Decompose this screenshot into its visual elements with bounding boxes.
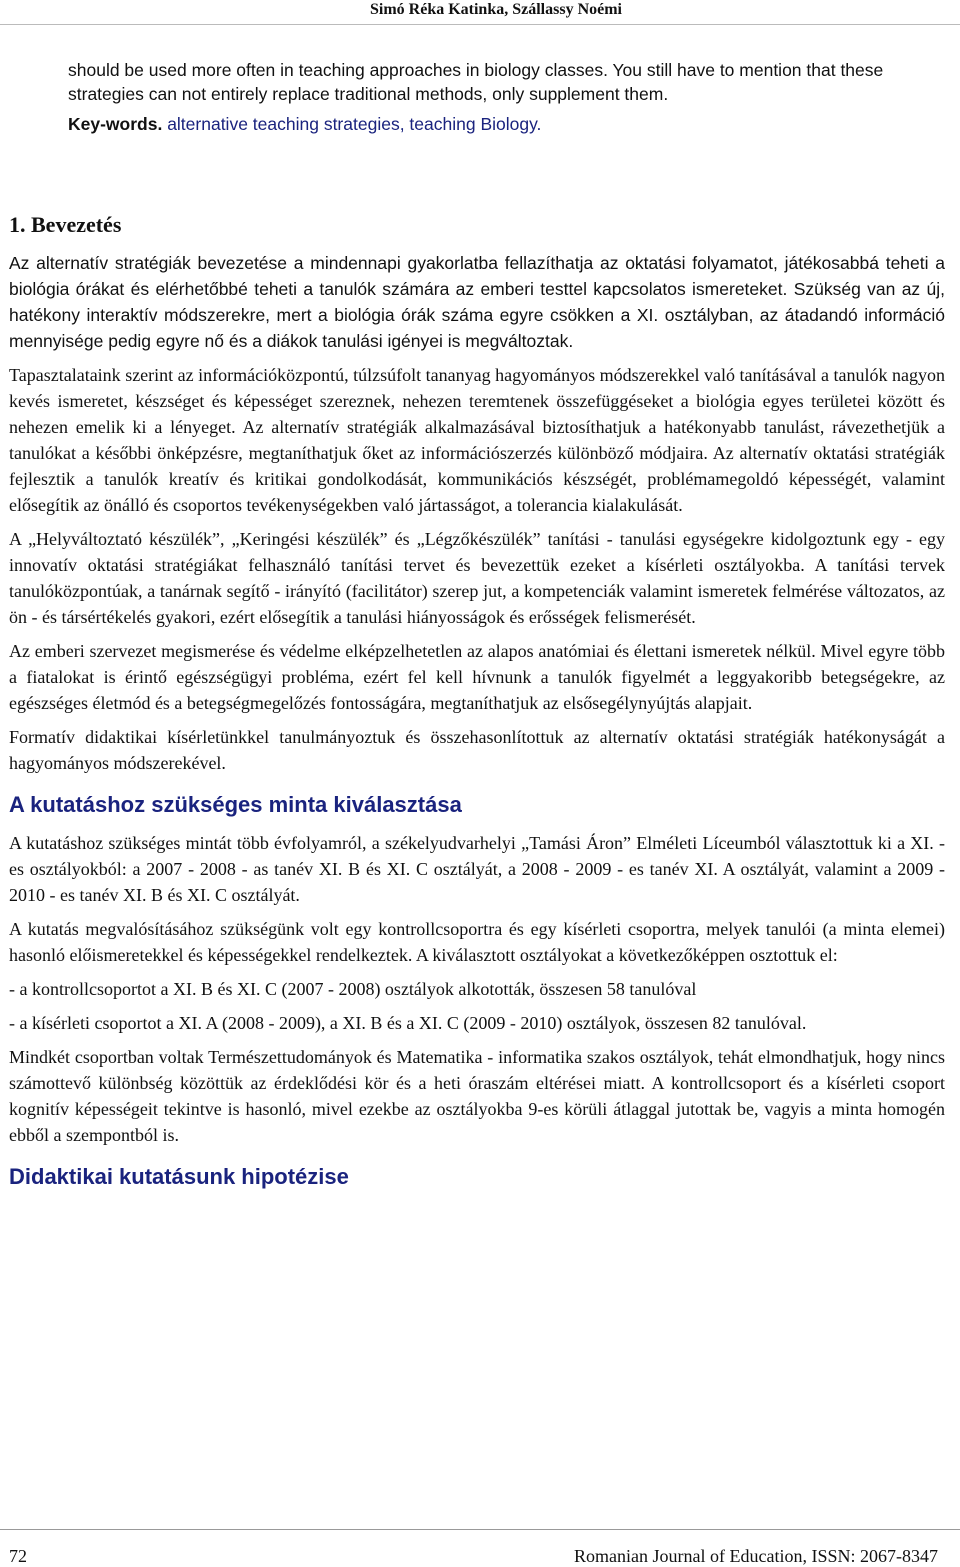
section-heading-hypothesis: Didaktikai kutatásunk hipotézise <box>9 1164 349 1189</box>
page-number: 72 <box>9 1546 27 1566</box>
paragraph: Tapasztalataink szerint az információközpontú, túlzsúfolt tananyag hagyományos módszerekkel való tanításával a tanulók nagyon kevés ismeretet, készséget és képességet szereznek, nehezen teremtenek összefüggéseket a biológia egyes területei között és nehezen emelik ki a lényeget. Az alternatív stratégiák alkalmazásával biztosíthatjuk a hatékonyabb tanulást, rávezethetjük a tanulókat a későbbi önképzésre, megtaníthatjuk őket az információszerzés különböző módjaira. Az alternatív oktatási stratégiák fejlesztik a tanulók kreatív és kritikai gondolkodását, kommunikációs készségét, problémamegoldó képességét, valamint elősegítik az önálló és csoportos tevékenységekben való jártasságot, a tolerancia kialakulását. <box>9 365 945 515</box>
paragraph: - a kísérleti csoportot a XI. A (2008 - 2009), a XI. B és a XI. C (2009 - 2010) osztályok, összesen 82 tanulóval. <box>9 1013 807 1033</box>
journal-name: Romanian Journal of Education, ISSN: 2067-8347 <box>574 1546 938 1566</box>
paragraph: Formatív didaktikai kísérletünkkel tanulmányoztuk és összehasonlítottuk az alternatív oktatási stratégiák hatékonyságát a hagyományos módszerekével. <box>9 727 945 773</box>
page-footer <box>0 1529 960 1566</box>
keywords-text: alternative teaching strategies, teaching Biology. <box>162 114 542 134</box>
paragraph: Mindkét csoportban voltak Természettudományok és Matematika - informatika szakos osztályok, tehát elmondhatjuk, hogy nincs számottevő különbség közöttük az érdeklődési kör és a heti óraszám eltérései miatt. A kontrollcsoport és a kísérleti csoport kognitív képességeit tekintve is hasonló, mivel ezekbe az osztályokba 9-es körüli átlaggal jutottak be, vagyis a minta homogén ebből a szempontból is. <box>9 1047 945 1145</box>
paragraph: A kutatáshoz szükséges mintát több évfolyamról, a székelyudvarhelyi „Tamási Áron” Elméleti Líceumból választottuk ki a XI. - es osztályokból: a 2007 - 2008 - as tanév XI. B és XI. C osztályát, a 2008 - 2009 - es tanév XI. A osztályát, valamint a 2009 - 2010 - es tanév XI. B és XI. C osztályát. <box>9 833 945 905</box>
abstract-text: should be used more often in teaching approaches in biology classes. You still have to mention that these strategies can not entirely replace traditional methods, only supplement them. <box>68 60 884 104</box>
paragraph: Az emberi szervezet megismerése és védelme elképzelhetetlen az alapos anatómiai és élettani ismeretek nélkül. Mivel egyre több a fiatalokat is érintő egészségügyi probléma, ezért fel kell hívnunk a tanulók figyelmét a leggyakoribb betegségekre, az egészséges életmód és a betegségmegelőzés fontosságára, megtaníthatjuk az elsősegélynyújtás alapjait. <box>9 641 945 713</box>
keywords-label: Key-words. <box>68 114 163 134</box>
keywords-line <box>9 112 945 136</box>
paragraph: - a kontrollcsoportot a XI. B és XI. C (2007 - 2008) osztályok alkotották, összesen 58 tanulóval <box>9 979 697 999</box>
page-body <box>9 58 945 1202</box>
paragraph: Az alternatív stratégiák bevezetése a mindennapi gyakorlatba fellazíthatja az oktatási folyamatot, játékosabbá teheti a biológia órákat és elérhetőbbé teheti a tanulók számára az emberi testtel kapcsolatos ismereteket. Szükség van az új, hatékony interaktív módszerekre, mert a biológia órák száma egyre csökken a XI. osztályban, az átadandó információ mennyisége pedig egyre nő és a diákok tanulási igényei is megváltoztak. <box>9 253 945 351</box>
paragraph: A kutatás megvalósításához szükségünk volt egy kontrollcsoportra és egy kísérleti csoportra, melyek tanulói (a minta elemei) hasonló előismeretekkel és képességekkel rendelkeztek. A kiválasztott osztályokat a következőképpen osztottuk el: <box>9 919 945 965</box>
paragraph: A „Helyváltoztató készülék”, „Keringési készülék” és „Légzőkészülék” tanítási - tanulási egységekre kidolgoztunk egy - egy innovatív oktatási stratégiákat felhasználó tanítási tervet és bevezettük ezeket a kísérleti osztályokba. A tanítási tervek tanulóközpontúak, a tanárnak segítő - irányító (facilitátor) szerep jut, a kompetenciák valamint ismeretek felmérése változatos, az ön - és társértékelés gyakori, ezért elősegítik a tanulási hiányosságok és erősségek felismerését. <box>9 529 945 627</box>
section-heading-sample: A kutatáshoz szükséges minta kiválasztása <box>9 792 462 817</box>
running-header <box>0 0 960 25</box>
header-authors: Simó Réka Katinka, Szállassy Noémi <box>369 1 622 18</box>
section-heading-introduction: 1. Bevezetés <box>9 212 122 237</box>
